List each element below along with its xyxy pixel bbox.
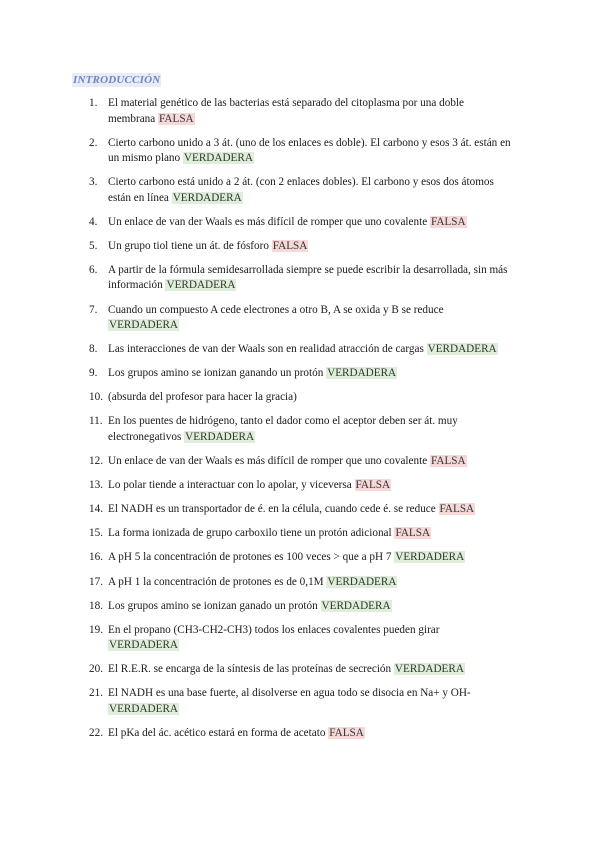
question-item [0,136,600,167]
item-number: 16. [89,551,103,564]
item-text: A pH 5 la concentración de protones es 100 veces > que a pH 7 [108,551,395,564]
item-number: 3. [89,176,98,189]
answer-badge: VERDADERA [321,599,391,612]
answer-badge: FALSA [272,239,308,252]
answer-badge: VERDADERA [395,551,465,564]
answer-badge: VERDADERA [166,279,236,292]
item-text: A pH 1 la concentración de protones es de 0,1M [108,575,327,588]
item-text: El pKa del ác. acético estará en forma de acetato [108,726,329,739]
item-number: 8. [89,343,98,356]
answer-badge: VERDADERA [327,367,397,380]
answer-badge: VERDADERA [427,343,497,356]
section-heading: INTRODUCCIÓN [73,74,161,86]
question-item [0,303,600,334]
question-item [0,726,600,742]
item-text: La forma ionizada de grupo carboxilo tiene un protón adicional [108,527,395,540]
question-item [0,342,600,358]
answer-badge: FALSA [439,503,475,516]
item-number: 1. [89,97,98,109]
item-text: Los grupos amino se ionizan ganando un protón [108,367,327,380]
item-number: 18. [89,599,103,612]
item-text: Cuando un compuesto A cede electrones a otro B, A se oxida y B se reduce [108,303,444,316]
item-text: El NADH es un transportador de é. en la célula, cuando cede é. se reduce [108,503,439,516]
question-item [0,96,600,127]
item-number: 14. [89,503,103,516]
question-item [0,662,600,678]
question-item [0,550,600,566]
question-item [0,175,600,206]
item-text: El material genético de las bacterias está separado del citoplasma por una doble membrana [108,97,464,125]
item-text: Lo polar tiende a interactuar con lo apolar, y viceversa [108,479,355,492]
item-text: Los grupos amino se ionizan ganado un protón [108,599,321,612]
answer-badge: FALSA [159,112,194,125]
answer-badge: FALSA [395,527,431,540]
item-text: Las interacciones de van der Waals son en realidad atracción de cargas [108,343,427,356]
item-text: El NADH es una base fuerte, al disolverse en agua todo se disocia en Na+ y OH- [108,687,471,700]
question-item [0,239,600,255]
question-item [0,599,600,615]
item-number: 19. [89,623,103,636]
question-item [0,454,600,470]
item-text: Cierto carbono está unido a 2 át. (con 2 enlaces dobles). El carbono y esos dos átomos están en línea [108,176,494,204]
answer-badge: VERDADERA [327,575,397,588]
question-list [0,96,600,750]
item-text: A partir de la fórmula semidesarrollada siempre se puede escribir la desarrollada, sin más información [108,263,508,292]
item-number: 20. [89,663,103,676]
answer-badge: FALSA [430,455,466,468]
answer-badge: VERDADERA [183,152,253,165]
item-text: El R.E.R. se encarga de la síntesis de las proteínas de secreción [108,663,394,676]
item-number: 22. [89,726,103,739]
item-number: 9. [89,367,98,380]
question-item [0,390,600,406]
item-text: Un enlace de van der Waals es más difícil de romper que uno covalente [108,215,430,228]
item-number: 11. [89,415,103,428]
question-item [0,502,600,518]
item-number: 10. [89,391,103,404]
item-number: 7. [89,303,98,316]
question-item [0,263,600,294]
item-number: 6. [89,263,98,276]
item-text: Cierto carbono unido a 3 át. (uno de los enlaces es doble). El carbono y esos 3 át. están en un mismo plano [108,136,511,165]
question-item [0,526,600,542]
item-number: 13. [89,479,103,492]
answer-badge: VERDADERA [172,191,242,204]
item-text: Un grupo tiol tiene un át. de fósforo [108,239,272,252]
item-number: 21. [89,687,103,700]
item-text: (absurda del profesor para hacer la gracia) [108,391,297,404]
answer-badge: VERDADERA [109,639,178,652]
question-item [0,414,600,445]
item-number: 5. [89,239,98,252]
item-text: En los puentes de hidrógeno, tanto el dador como el aceptor deben ser át. muy electronegativos [108,415,458,443]
answer-badge: FALSA [355,479,391,492]
item-number: 17. [89,575,103,588]
item-text: En el propano (CH3-CH2-CH3) todos los enlaces covalentes pueden girar [108,623,440,636]
question-item [0,623,600,654]
question-item [0,366,600,382]
item-number: 12. [89,455,103,468]
answer-badge: VERDADERA [394,663,464,676]
question-item [0,575,600,591]
answer-badge: VERDADERA [109,702,178,715]
question-item [0,215,600,231]
answer-badge: VERDADERA [185,430,255,443]
item-number: 4. [89,215,98,228]
answer-badge: VERDADERA [109,319,178,332]
answer-badge: FALSA [329,726,364,739]
answer-badge: FALSA [430,215,466,228]
item-text: Un enlace de van der Waals es más difícil de romper que uno covalente [108,455,430,468]
question-item [0,478,600,494]
item-number: 15. [89,527,103,540]
question-item [0,686,600,717]
item-number: 2. [89,136,98,149]
